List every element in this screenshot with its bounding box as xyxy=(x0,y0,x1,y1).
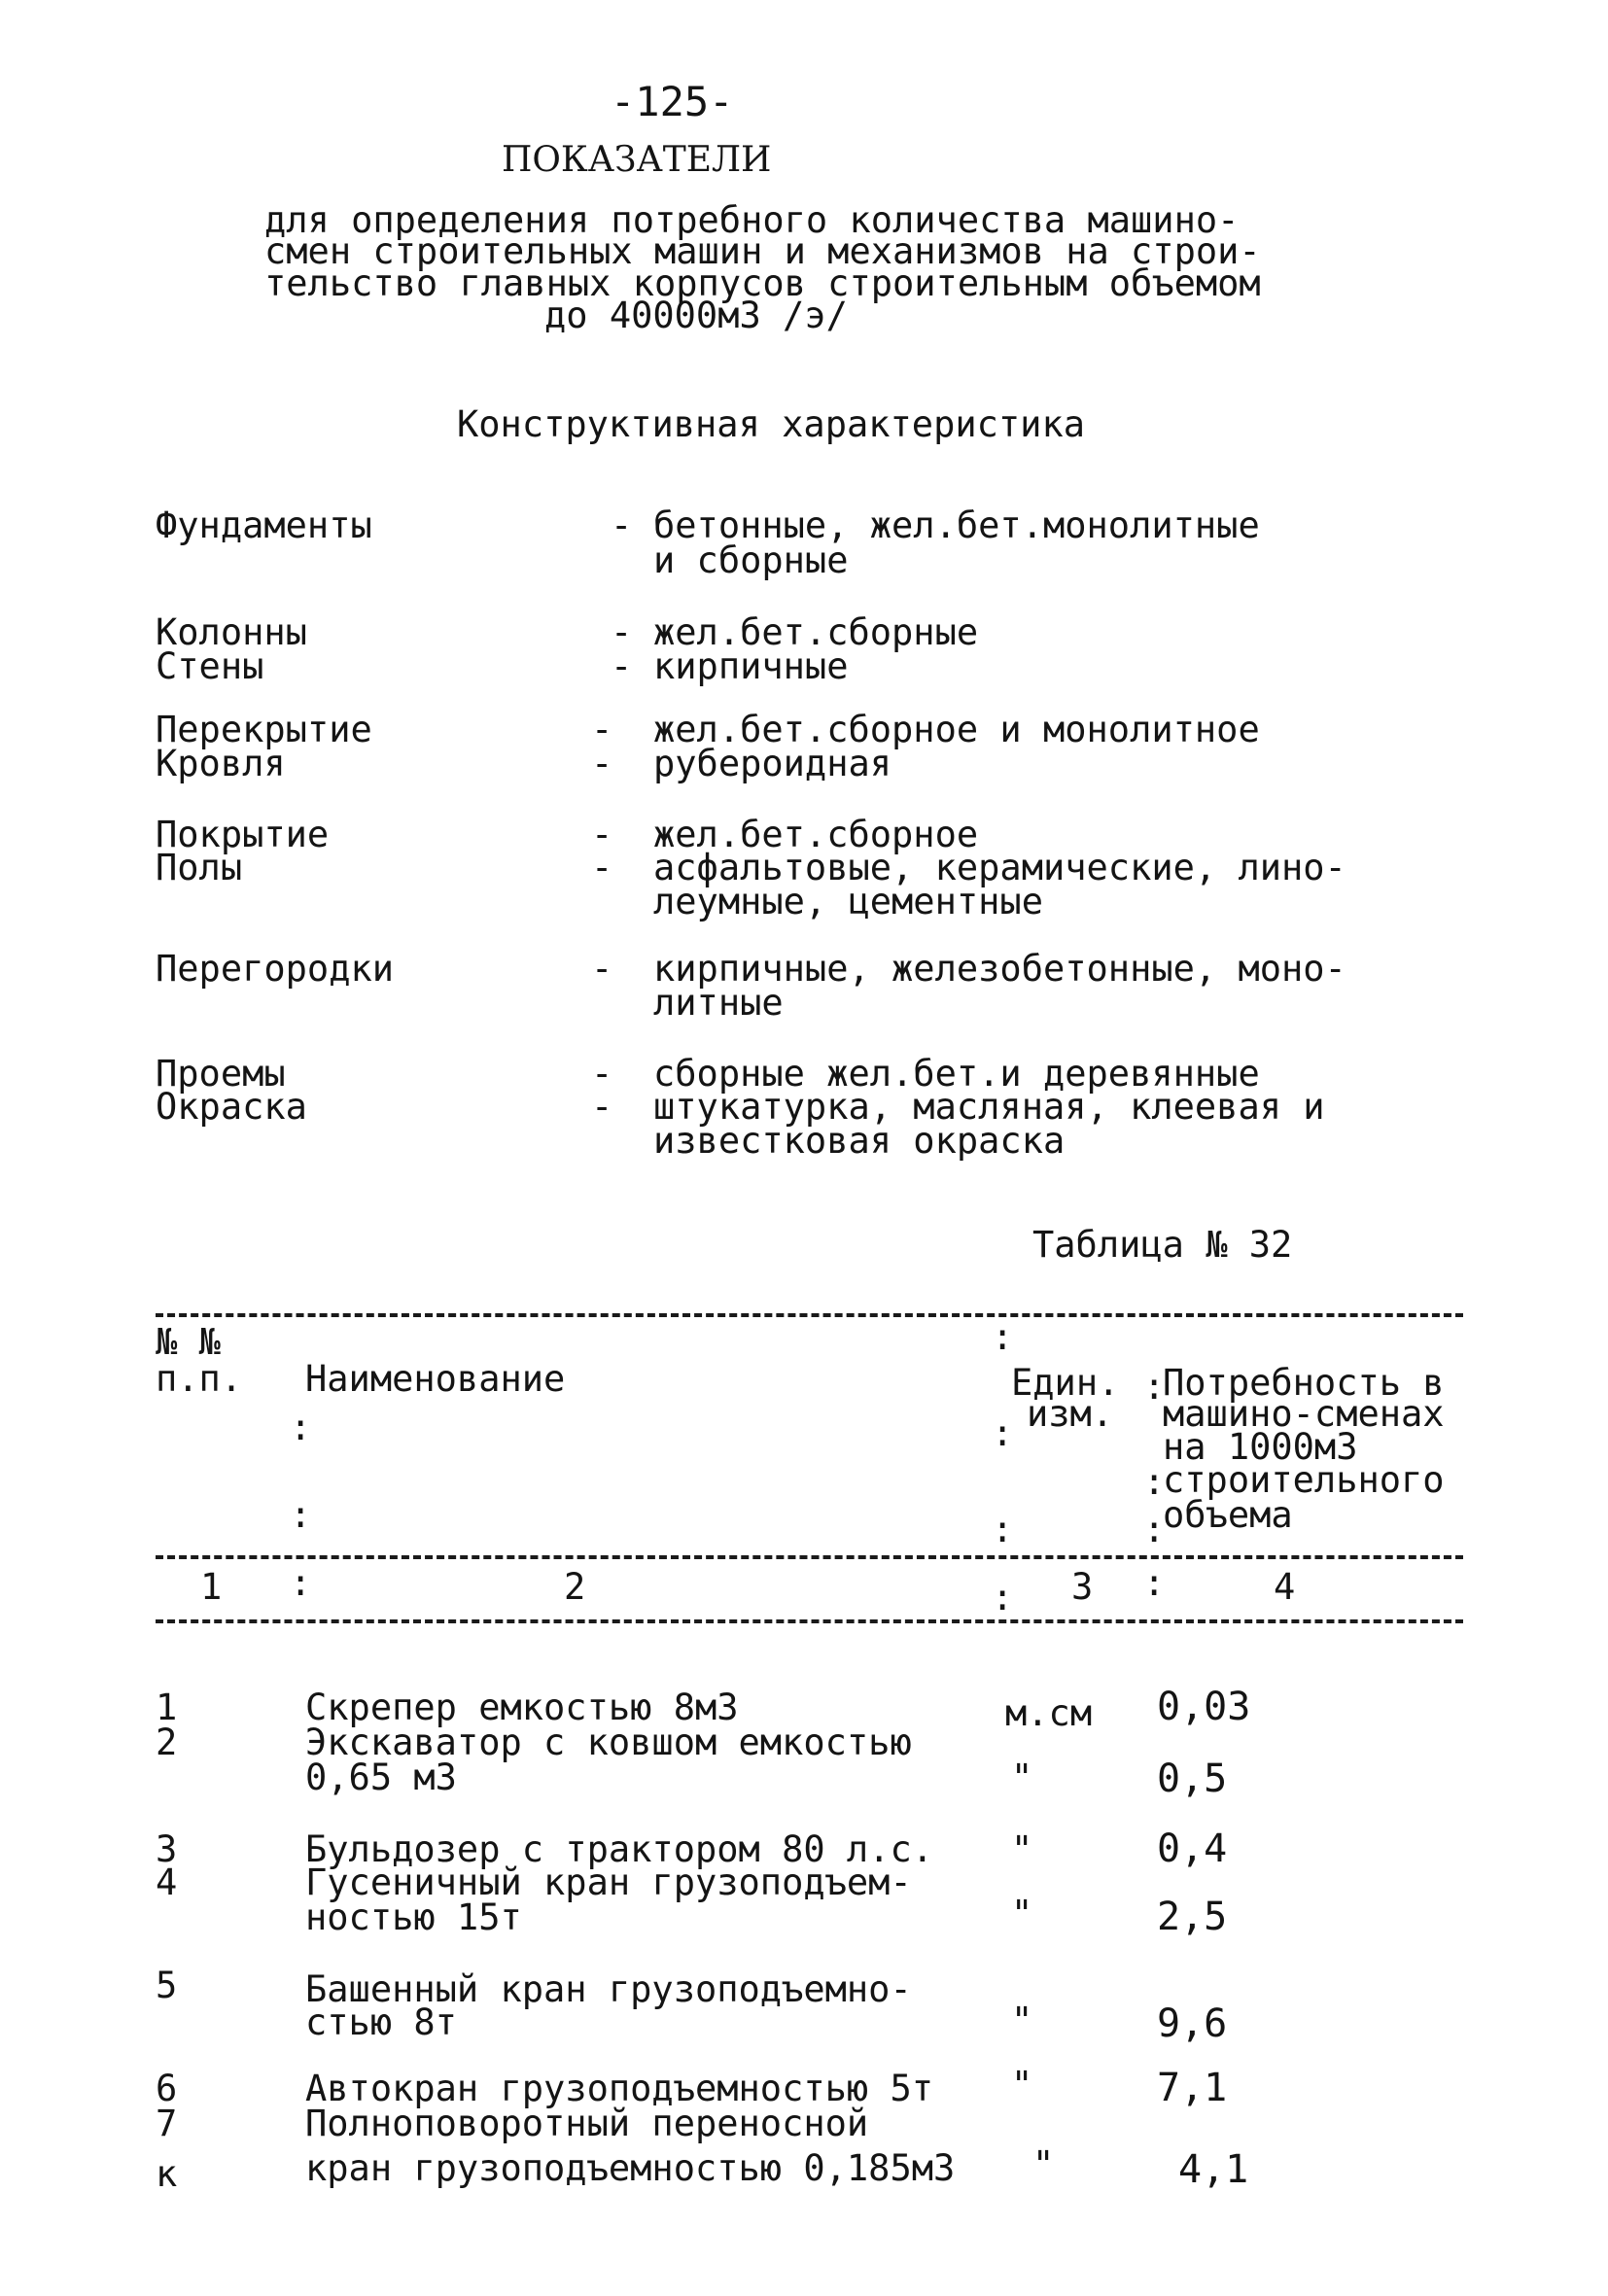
column-number: 2 xyxy=(564,1566,586,1608)
row-num: 7 xyxy=(156,2103,178,2144)
row-name: Скрепер емкостью 8м3 xyxy=(305,1687,739,1728)
row-value: 2,5 xyxy=(1157,1895,1228,1939)
char-name: Проемы xyxy=(156,1053,286,1095)
row-num: 3 xyxy=(156,1828,178,1870)
col-separator: : xyxy=(290,1562,312,1604)
col-separator: : xyxy=(1143,1509,1166,1550)
char-dash: - xyxy=(591,709,613,750)
char-value: бетонные, жел.бет.монолитные xyxy=(653,504,1260,546)
col-separator: : xyxy=(290,1407,312,1448)
col-separator: : xyxy=(992,1412,1014,1454)
row-unit: " xyxy=(1011,1893,1033,1934)
row-name: ностью 15т xyxy=(305,1896,522,1938)
col-separator: : xyxy=(290,1494,312,1536)
header-name: Наименование xyxy=(305,1358,566,1400)
row-unit: " xyxy=(1011,1757,1033,1798)
row-num: 2 xyxy=(156,1722,178,1763)
col-separator: : xyxy=(992,1316,1014,1358)
char-dash: - xyxy=(591,1086,613,1128)
page-number: -125- xyxy=(611,78,734,125)
header-num: № № xyxy=(156,1321,221,1363)
table-colnum-rule xyxy=(156,1619,1463,1623)
char-value: жел.бет.сборное и монолитное xyxy=(653,709,1260,750)
row-unit: м.см xyxy=(1005,1692,1093,1734)
column-number: 3 xyxy=(1071,1566,1094,1608)
char-value: асфальтовые, керамические, лино- xyxy=(653,847,1346,888)
char-dash: - xyxy=(591,1053,613,1095)
row-value: 0,4 xyxy=(1157,1826,1228,1871)
header-num: п.п. xyxy=(156,1358,243,1400)
subtitle-line: тельство главных корпусов строительным объемом xyxy=(264,262,1261,304)
col-separator: : xyxy=(992,1577,1014,1618)
char-value: жел.бет.сборные xyxy=(653,611,979,653)
row-name: 0,65 м3 xyxy=(305,1757,457,1798)
row-num: к xyxy=(156,2153,178,2195)
char-name: Окраска xyxy=(156,1086,307,1128)
row-value: 0,5 xyxy=(1157,1757,1228,1801)
header-need: строительного xyxy=(1163,1459,1445,1501)
header-unit: Един. xyxy=(1011,1362,1120,1404)
row-unit: " xyxy=(1011,2000,1033,2041)
subtitle-line: до 40000м3 /э/ xyxy=(544,295,848,336)
column-number: 4 xyxy=(1274,1566,1296,1608)
char-value: штукатурка, масляная, клеевая и xyxy=(653,1086,1325,1128)
char-name: Стены xyxy=(156,645,264,687)
row-value: 4,1 xyxy=(1178,2147,1249,2192)
row-num: 5 xyxy=(156,1965,178,2006)
col-separator: : xyxy=(1143,1461,1166,1503)
row-name: Полноповоротный переносной xyxy=(305,2103,869,2144)
row-num: 1 xyxy=(156,1687,178,1728)
row-num: 4 xyxy=(156,1861,178,1903)
char-dash: - xyxy=(591,814,613,855)
section-heading: Конструктивная характеристика xyxy=(457,403,1086,445)
char-value: сборные жел.бет.и деревянные xyxy=(653,1053,1260,1095)
table-label: Таблица № 32 xyxy=(1032,1224,1293,1266)
row-num: 6 xyxy=(156,2068,178,2109)
char-name: Колонны xyxy=(156,611,307,653)
char-name: Перегородки xyxy=(156,948,395,990)
char-name: Фундаменты xyxy=(156,504,372,546)
row-name: Автокран грузоподъемностью 5т xyxy=(305,2068,934,2109)
char-name: Кровля xyxy=(156,743,286,784)
row-unit: " xyxy=(1032,2143,1055,2185)
char-name: Перекрытие xyxy=(156,709,372,750)
char-value: кирпичные xyxy=(653,645,849,687)
table-header-rule xyxy=(156,1555,1463,1559)
header-need: объема xyxy=(1163,1494,1293,1536)
char-dash: - xyxy=(591,847,613,888)
row-unit: " xyxy=(1011,2064,1033,2105)
char-value: и сборные xyxy=(653,539,849,581)
char-value: литные xyxy=(653,982,784,1024)
char-dash: - xyxy=(611,504,633,546)
column-number: 1 xyxy=(200,1566,223,1608)
char-dash: - xyxy=(591,948,613,990)
subtitle-line: смен строительных машин и механизмов на строи- xyxy=(264,230,1261,272)
header-unit: изм. xyxy=(1027,1393,1114,1435)
row-name: стью 8т xyxy=(305,2001,457,2043)
char-dash: - xyxy=(591,743,613,784)
char-dash: - xyxy=(611,645,633,687)
row-value: 7,1 xyxy=(1157,2066,1228,2110)
col-separator: : xyxy=(1143,1562,1166,1604)
char-name: Полы xyxy=(156,847,243,888)
row-value: 0,03 xyxy=(1157,1685,1251,1729)
row-name: кран грузоподъемностью 0,185м3 xyxy=(305,2147,956,2189)
char-value: известковая окраска xyxy=(653,1120,1066,1162)
row-name: Бульдозер с трактором 80 л.с. xyxy=(305,1828,934,1870)
char-value: рубероидная xyxy=(653,743,892,784)
header-need: Потребность в xyxy=(1163,1362,1445,1404)
header-need: на 1000м3 xyxy=(1163,1426,1358,1468)
row-value: 9,6 xyxy=(1157,2001,1228,2046)
char-name: Покрытие xyxy=(156,814,330,855)
char-dash: - xyxy=(611,611,633,653)
row-name: Экскаватор с ковшом емкостью xyxy=(305,1722,912,1763)
row-name: Башенный кран грузоподъемно- xyxy=(305,1968,912,2010)
page-title: ПОКАЗАТЕЛИ xyxy=(502,140,772,180)
subtitle-line: для определения потребного количества машино- xyxy=(264,199,1240,241)
header-need: машино-сменах xyxy=(1163,1393,1445,1435)
col-separator: : xyxy=(992,1509,1014,1550)
col-separator: : xyxy=(1143,1366,1166,1408)
table-top-rule xyxy=(156,1313,1463,1317)
char-value: леумные, цементные xyxy=(653,881,1043,922)
row-name: Гусеничный кран грузоподъем- xyxy=(305,1861,912,1903)
row-unit: " xyxy=(1011,1828,1033,1870)
char-value: жел.бет.сборное xyxy=(653,814,979,855)
char-value: кирпичные, железобетонные, моно- xyxy=(653,948,1346,990)
